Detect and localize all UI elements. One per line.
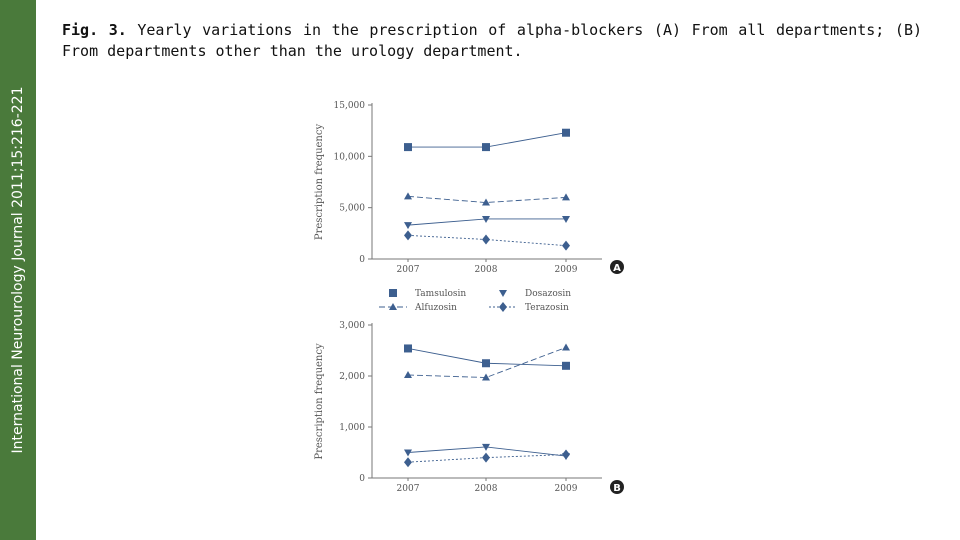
panel-b-terazosin-point-2008 [482, 453, 490, 463]
panel-a-x-tick-label: 2007 [396, 265, 420, 275]
panel-a-x-tick-label: 2009 [554, 265, 578, 275]
panel-b-x-tick-label: 2008 [474, 484, 498, 494]
panel-b-x-tick-label: 2009 [554, 484, 578, 494]
panel-b-alfuzosin-point-2007 [404, 371, 412, 378]
panel-b-y-tick-label: 1,000 [339, 423, 365, 433]
legend-dosazosin-label: Dosazosin [525, 289, 572, 299]
legend-dosazosin-marker [499, 290, 507, 297]
journal-citation: International Neurourology Journal 2011;15:216-221 [10, 86, 26, 454]
panel-a-terazosin-point-2008 [482, 234, 490, 244]
panel-b-tamsulosin-point-2007 [404, 344, 412, 352]
panel-a-tamsulosin-point-2008 [482, 143, 490, 151]
panel-a-dosazosin-point-2007 [404, 222, 412, 229]
panel-a-y-axis-label: Prescription frequency [314, 123, 325, 241]
panel-a-dosazosin-point-2009 [562, 216, 570, 223]
panel-a-alfuzosin-point-2009 [562, 193, 570, 200]
panel-a-x-tick-label: 2008 [474, 265, 498, 275]
panel-a-y-tick-label: 0 [359, 255, 365, 265]
panel-a-terazosin-point-2007 [404, 230, 412, 240]
panel-b-badge-label: B [613, 483, 621, 494]
panel-b-y-tick-label: 0 [359, 474, 365, 484]
panel-a-y-tick-label: 10,000 [333, 152, 365, 163]
panel-b-tamsulosin-point-2008 [482, 359, 490, 367]
legend-alfuzosin-marker [389, 303, 397, 310]
panel-b-y-axis-label: Prescription frequency [314, 343, 325, 460]
legend-terazosin-marker [499, 302, 507, 312]
panel-b-tamsulosin-point-2009 [562, 362, 570, 370]
panel-a-alfuzosin-point-2007 [404, 192, 412, 199]
panel-a-terazosin-point-2009 [562, 241, 570, 251]
panel-a-tamsulosin-point-2007 [404, 143, 412, 151]
panel-a-y-tick-label: 5,000 [339, 203, 365, 214]
panel-b-terazosin-point-2009 [562, 450, 570, 460]
panel-b-x-tick-label: 2007 [396, 484, 420, 494]
panel-b-terazosin-point-2007 [404, 457, 412, 467]
legend-tamsulosin-marker [389, 289, 397, 297]
caption-lead: Fig. 3. [62, 21, 127, 39]
legend-terazosin-label: Terazosin [525, 303, 569, 313]
legend-alfuzosin-label: Alfuzosin [415, 303, 457, 313]
panel-a-tamsulosin-point-2009 [562, 129, 570, 137]
panel-b-dosazosin-point-2007 [404, 450, 412, 457]
caption-text: Yearly variations in the prescription of alpha-blockers (A) From all departments; (B) From departments other than the urology department. [62, 21, 923, 60]
legend-tamsulosin-label: Tamsulosin [415, 289, 467, 299]
panel-b-y-tick-label: 3,000 [339, 321, 365, 331]
panel-b-y-tick-label: 2,000 [339, 372, 365, 382]
panel-a-y-tick-label: 15,000 [333, 101, 365, 111]
panel-b-alfuzosin-point-2009 [562, 343, 570, 350]
panel-a-badge-label: A [613, 263, 621, 274]
